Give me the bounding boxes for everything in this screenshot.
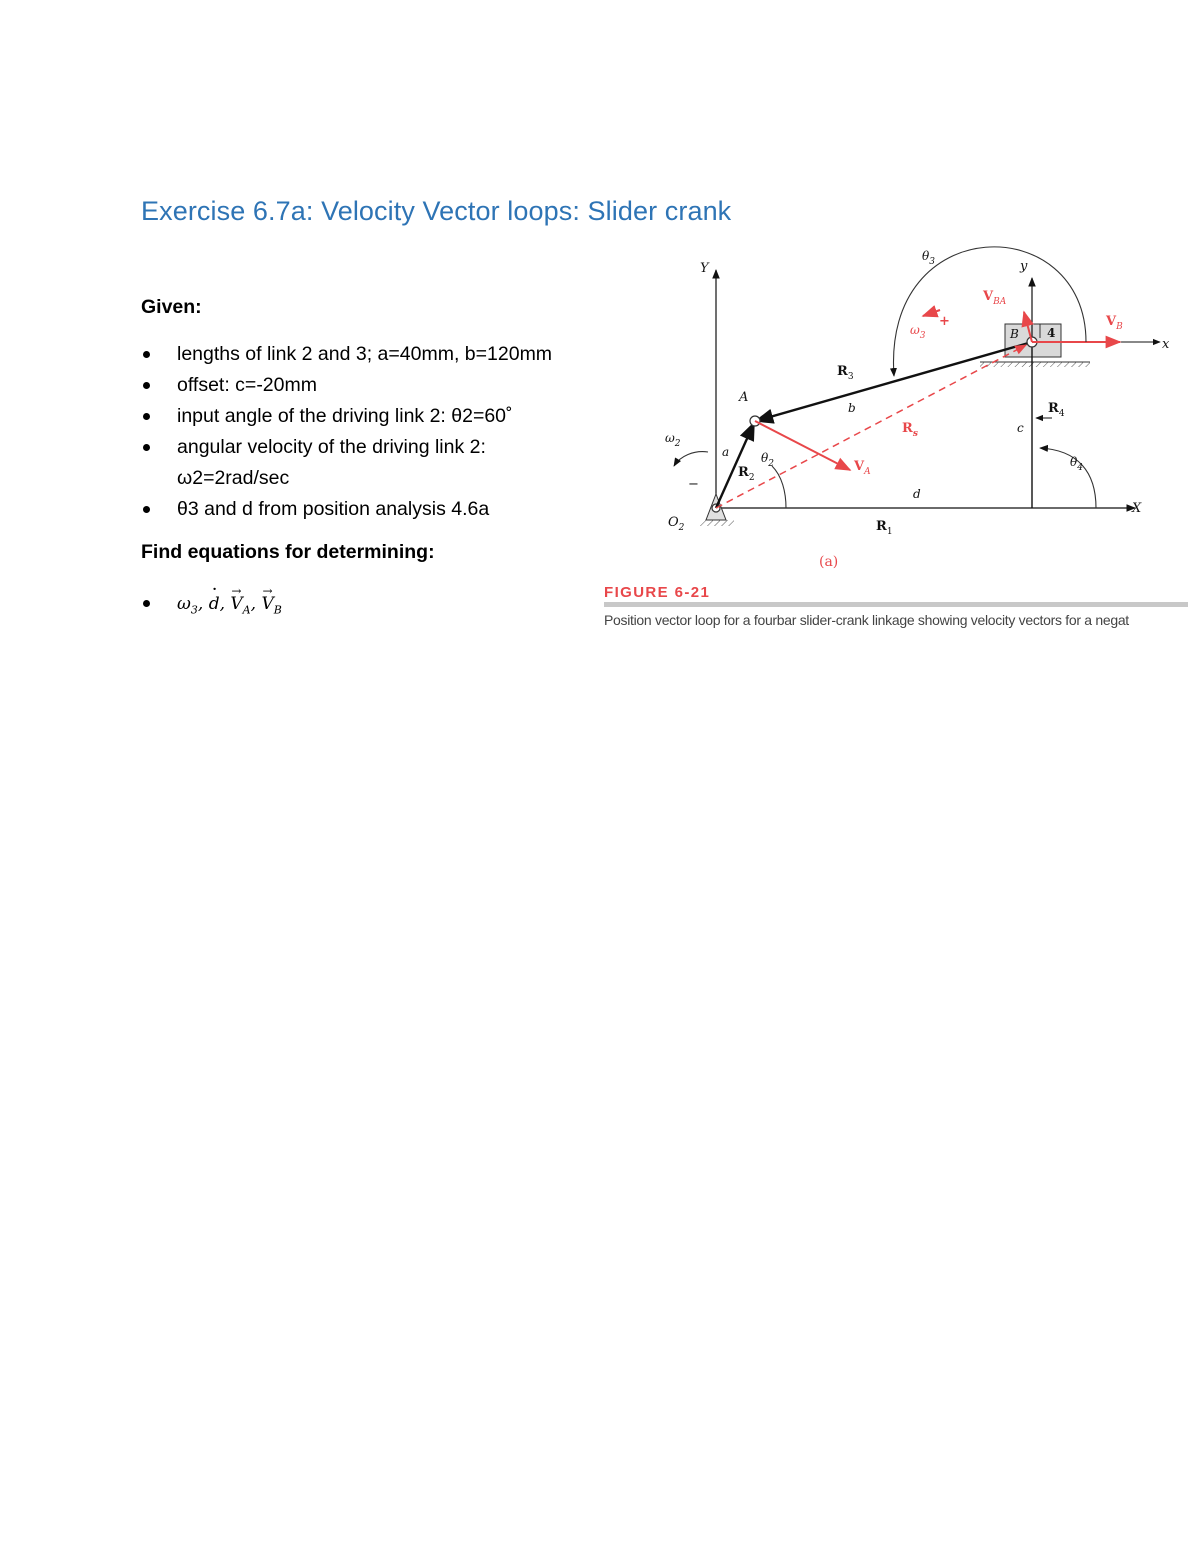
label-omega2: $\omega_2$ (665, 431, 681, 449)
omega-symbol: ω (177, 594, 191, 614)
label-minus: − (688, 477, 699, 492)
va-vector-symbol: V → (230, 589, 242, 620)
label-theta3: $\theta_3$ (922, 249, 935, 267)
find-list (141, 588, 581, 625)
label-plus: + (939, 314, 950, 329)
label-vba: $V_{BA}$ (983, 289, 1007, 307)
label-rs: $R_s$ (902, 421, 918, 439)
figure-6-21 (600, 230, 1200, 650)
separator: , (197, 594, 209, 614)
list-item: θ3 and d from position analysis 4.6a (141, 494, 581, 525)
omega2-arc (674, 452, 708, 466)
find-heading: Find equations for determining: (141, 541, 435, 563)
page-title: Exercise 6.7a: Velocity Vector loops: Slider crank (141, 196, 732, 226)
omega3-arrow (923, 310, 940, 316)
vb-subscript: B (273, 603, 282, 617)
label-r4: $R_4$ (1048, 401, 1065, 419)
caption-rule (604, 602, 1188, 607)
label-o2: $O_2$ (668, 515, 685, 533)
slider-crank-diagram (600, 230, 1200, 580)
given-heading: Given: (141, 296, 202, 318)
label-c: c (1017, 421, 1024, 435)
label-B: B (1010, 327, 1019, 341)
list-item: input angle of the driving link 2: θ2=60˚ (141, 401, 581, 432)
subfigure-label: (a) (819, 554, 839, 570)
problem-statement (141, 292, 581, 625)
find-item (141, 588, 581, 625)
label-4: 4 (1047, 326, 1056, 340)
label-A: A (739, 390, 749, 405)
vb-vector-symbol: V → (261, 589, 273, 620)
va-subscript: A (242, 603, 251, 617)
separator: , (219, 594, 231, 614)
list-item: angular velocity of the driving link 2: ω2=2rad/sec (141, 432, 581, 494)
label-X: X (1132, 501, 1142, 516)
list-item: lengths of link 2 and 3; a=40mm, b=120mm (141, 339, 581, 370)
label-a: a (722, 445, 730, 459)
omega-subscript: 3 (190, 603, 198, 617)
label-theta4: $\theta_4$ (1070, 455, 1083, 473)
label-vb: $V_B$ (1106, 314, 1123, 332)
label-theta2: $\theta_2$ (761, 451, 774, 469)
label-y: y (1020, 259, 1028, 274)
label-b: b (848, 401, 856, 415)
label-r2: $R_2$ (738, 465, 755, 483)
separator: , (250, 594, 262, 614)
ground-pivot-hatch (700, 520, 734, 526)
label-x: x (1162, 337, 1170, 352)
figure-caption-heading: FIGURE 6-21 (604, 584, 711, 601)
slider-ground-hatch (980, 362, 1090, 367)
d-dot-symbol: d · (209, 589, 220, 620)
figure-caption: Position vector loop for a fourbar slider-crank linkage showing velocity vectors for a negat (604, 612, 1129, 628)
unknowns-expression (177, 594, 282, 617)
label-va: $V_A$ (854, 459, 871, 477)
label-r3: $R_3$ (837, 364, 854, 382)
label-d: d (913, 487, 921, 501)
given-list (141, 339, 581, 525)
list-item: offset: c=-20mm (141, 370, 581, 401)
label-Y: Y (700, 261, 709, 276)
rs-vector (716, 345, 1026, 508)
label-r1: $R_1$ (876, 519, 893, 537)
label-omega3: $\omega_3$ (910, 323, 926, 341)
theta4-arc (1040, 448, 1096, 508)
